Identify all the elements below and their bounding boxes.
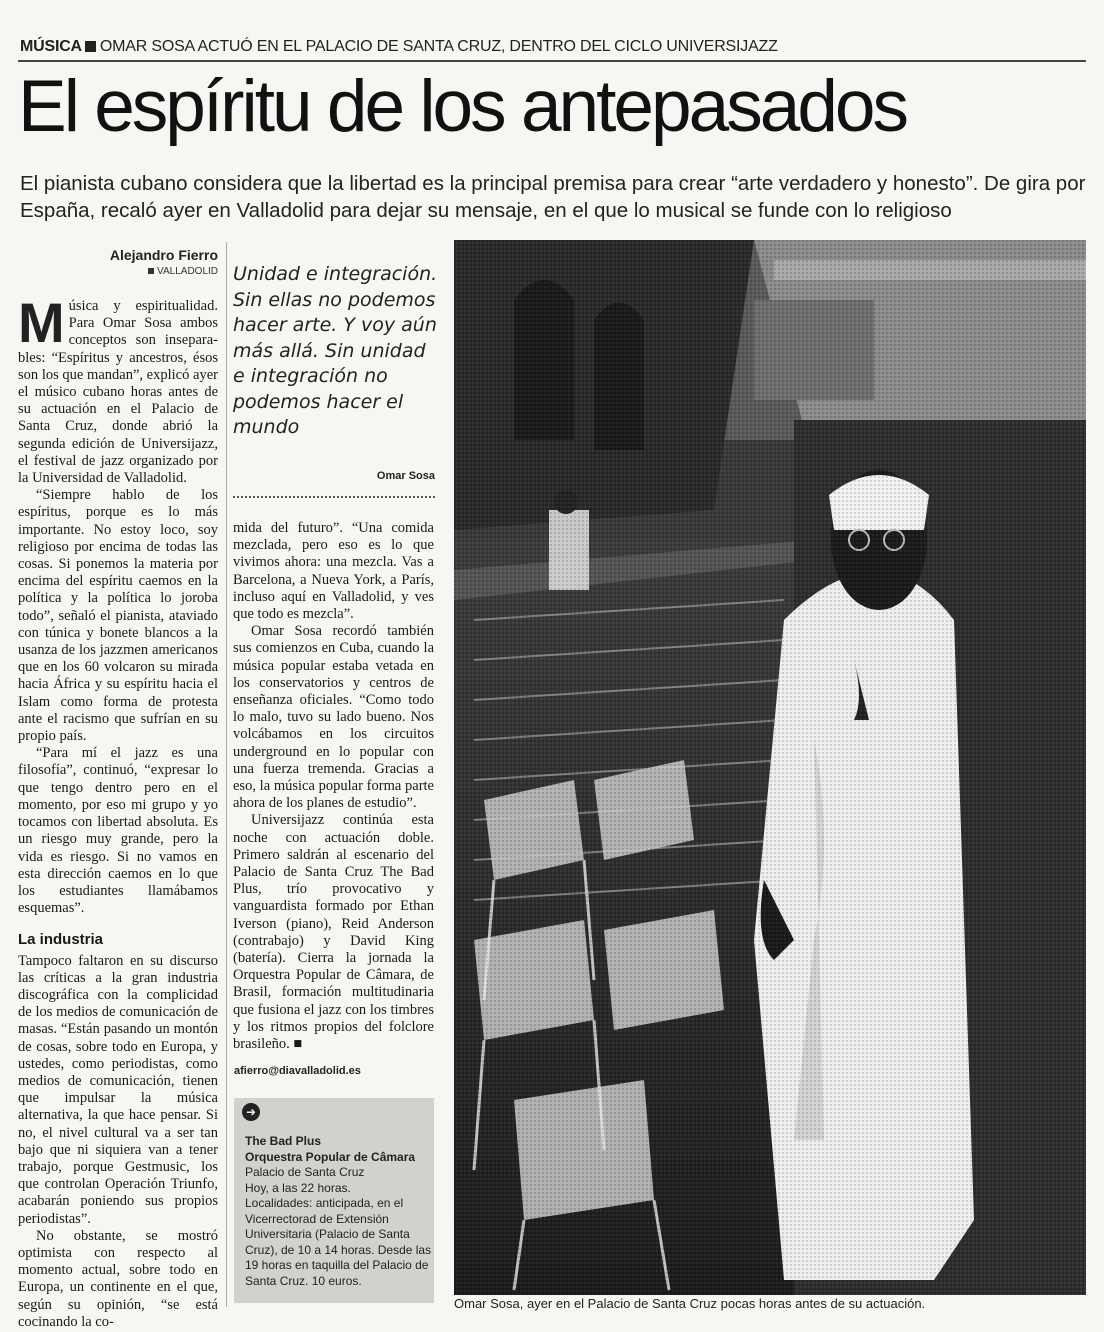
column-divider [226,242,227,1307]
paragraph: mida del futuro”. “Una comida mezclada, pero eso es lo que vivimos ahora: una mezcla. Vas a Barcelona, a Nueva York, a París, incluso aquí en Valladolid, y ves que todo es mezcla”. [233,520,434,623]
info-line: Localidades: anticipada, en el Vicerrectorad de Extensión Universitaria (Palacio de Santa Cruz), de 10 a 14 horas. Desde las 19 horas en taquilla del Palacio de Santa Cruz. 10 euros. [245,1196,432,1288]
deck: El pianista cubano considera que la libertad es la principal premisa para crear “arte verdadero y honesto”. De gira por España, recaló ayer en Valladolid para dejar su mensaje, en el que lo musical se funde con lo religioso [20,172,1086,222]
top-rule [18,60,1086,62]
arrow-right-icon: ➜ [242,1103,260,1121]
pull-quote: Unidad e integración. Sin ellas no podemos hacer arte. Y voy aún más allá. Sin unidad e integración no podemos hacer el mundo [233,263,438,438]
article-column-2 [233,520,434,1053]
info-box-text [245,1134,433,1289]
square-bullet-icon [148,268,154,274]
photo-caption: Omar Sosa, ayer en el Palacio de Santa Cruz pocas horas antes de su actuación. [454,1296,926,1311]
paragraph: Universijazz continúa esta noche con actuación doble. Primero saldrán al escenario del Palacio de Santa Cruz The Bad Plus, trío provocativo y vanguardista formado por Ethan Iverson (piano), Reid Anderson (contrabajo) y David King (batería). Cierra la jornada la Orquestra Popular de Câmara, de Brasil, formación multitudinaria que fusiona el jazz con los timbres y los ritmos propios del folclore brasileño. ■ [233,812,434,1053]
kicker-section: MÚSICA [20,38,82,55]
kicker [20,38,1100,56]
paragraph: No obstante, se mostró optimista con respecto al momento actual, sobre todo en Europa, un continente en el que, según su opinión, “se está cocinando la co- [18,1227,218,1330]
subhead: La industria [18,931,104,949]
info-line: Palacio de Santa Cruz [245,1165,365,1179]
byline-author: Alejandro Fierro [109,247,218,263]
info-line: Hoy, a las 22 horas. [245,1180,351,1195]
info-line: The Bad Plus [245,1134,322,1148]
paragraph: úsica y espiritualidad. Para Omar Sosa ambos conceptos son insepara-bles: “Espíritus y ancestros, ésos son los que mandan”, explicó ayer el músico cubano horas antes de su actuación en el Palacio de Santa Cruz, donde abrió la segunda edición de Universijazz, el festival de jazz organizado por la Universidad de Valladolid. [18,298,218,487]
photo-illustration [454,240,1086,1295]
byline-place [20,266,218,277]
info-line: Orquestra Popular de Câmara [245,1149,416,1164]
paragraph: “Para mí el jazz es una filosofía”, continuó, “expresar lo que tengo dentro pero en el momento, por eso mi grupo y yo tocamos con libertad absoluta. Es un riesgo muy grande, pero la vida es riesgo. Si no vamos en esta dirección caemos en lo que los estudiantes llamábamos esquemas”. [18,745,218,917]
dotted-divider [233,496,435,498]
photo-omar-sosa [454,240,1086,1295]
dropcap: M [18,291,65,354]
kicker-text: OMAR SOSA ACTUÓ EN EL PALACIO DE SANTA CRUZ, DENTRO DEL CICLO UNIVERSIJAZZ [99,38,778,55]
paragraph: “Siempre hablo de los espíritus, porque es lo más importante. No estoy loco, soy religioso por encima de todas las cosas. Si ponemos la materia por encima del espíritu caemos en la política y la política lo joroba todo”, señaló el pianista, ataviado con túnica y bonete blancos a la usanza de los jazzmen americanos que en los 60 volcaron su mirada hacia África y su espíritu hacia el Islam como forma de protesta ante el racismo que sufrían en su propio país. [18,487,218,745]
paragraph: Omar Sosa recordó también sus comienzos en Cuba, cuando la música popular estaba vetada en los conservatorios y centros de enseñanza oficiales. “Como todo lo malo, tuvo su lado bueno. Nos volcábamos en los circuitos underground en lo popular con una fuerza tremenda. Gracias a eso, la música popular forma parte ahora de los planes de estudio”. [233,623,434,812]
byline-place-text: VALLADOLID [157,266,218,277]
author-email: afierro@diavalladolid.es [234,1065,361,1077]
paragraph: Tampoco faltaron en su discurso las críticas a la gran industria discográfica con la complicidad de los medios de comunicación de masas. “Están pasando un montón de cosas, sobre todo en Europa, y ustedes, como periodistas, como medios de comunicación, tienen que impulsar la música alternativa, la que hace pensar. Si no, el nivel cultural va a ser tan bajo que ni siquiera van a tener trabajo, porque Gestmusic, los que controlan Operación Triunfo, acabarán poniendo sus propios periodistas”. [18,952,218,1227]
headline: El espíritu de los antepasados [18,66,907,147]
article-column-1 [18,291,218,1331]
square-bullet-icon [85,41,96,52]
pull-quote-author: Omar Sosa [376,470,435,482]
